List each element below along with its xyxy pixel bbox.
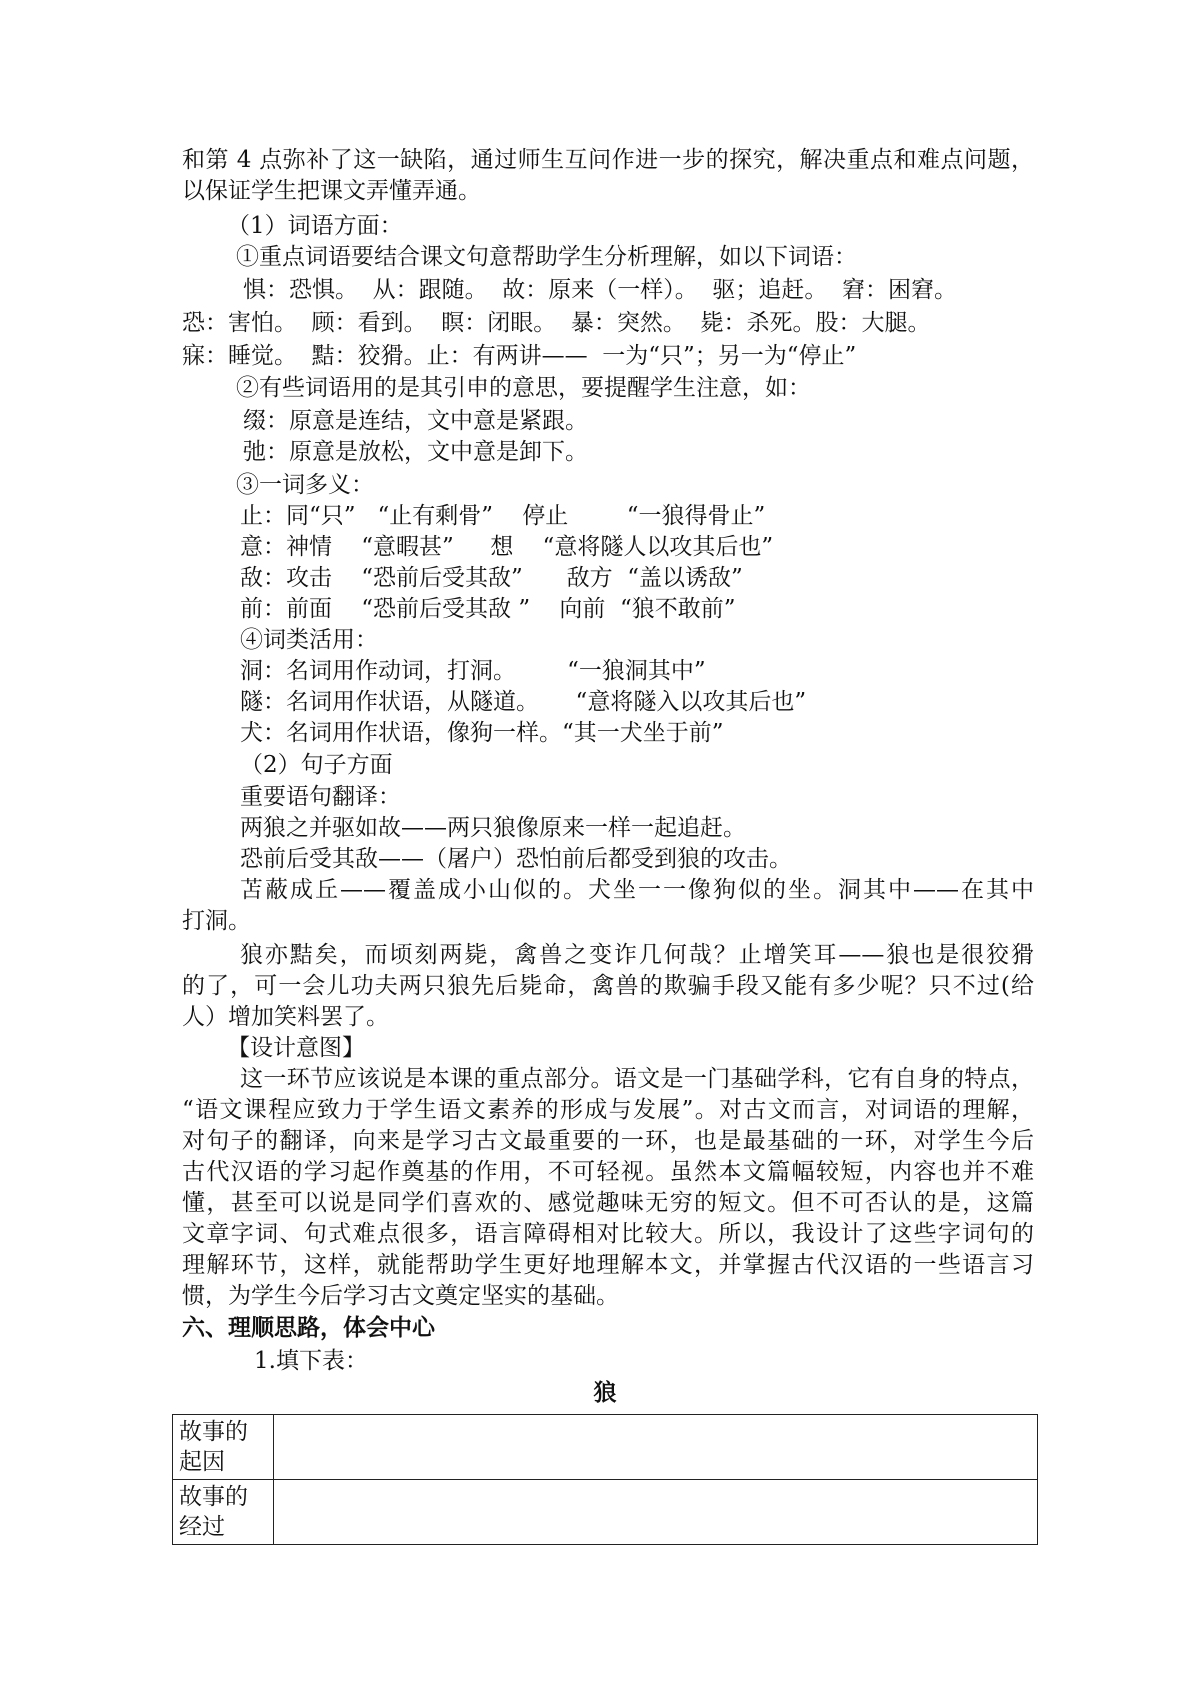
vocab-line: 恐：害怕。 顾：看到。 瞑：闭眼。 暴：突然。 毙：杀死。股：大腿。 xyxy=(182,310,931,336)
row-label-line: 故事的 xyxy=(179,1419,248,1445)
table-title: 狼 xyxy=(593,1380,617,1406)
row-label-cause xyxy=(173,1415,274,1480)
polysemy-line: 意：神情 “意暇甚” 想 “意将隧人以攻其后也” xyxy=(240,534,774,560)
paragraph-line: 重要语句翻译： xyxy=(240,784,401,810)
word-class-line: 犬：名词用作状语，像狗一样。“其一犬坐于前” xyxy=(240,720,724,746)
translation-line: 两狼之并驱如故——两只狼像原来一样一起追赶。 xyxy=(240,815,746,841)
paragraph-line: 懂，甚至可以说是同学们喜欢的、感觉趣味无穷的短文。但不可否认的是，这篇 xyxy=(182,1190,1034,1216)
row-label-line: 故事的 xyxy=(179,1484,248,1510)
translation-line: 狼亦黠矣，而顷刻两毙，禽兽之变诈几何哉？止增笑耳——狼也是很狡猾 xyxy=(240,942,1034,968)
section-heading-sentences: （2）句子方面 xyxy=(240,752,393,778)
paragraph-line: 理解环节，这样，就能帮助学生更好地理解本文，并掌握古代汉语的一些语言习 xyxy=(182,1252,1034,1278)
paragraph-line: 和第 4 点弥补了这一缺陷，通过师生互问作进一步的探究，解决重点和难点问题， xyxy=(182,147,1034,173)
translation-line: 恐前后受其敌——（屠户）恐怕前后都受到狼的攻击。 xyxy=(240,846,792,872)
design-intent-heading: 【设计意图】 xyxy=(227,1035,365,1061)
paragraph-line: 惯，为学生今后学习古文奠定坚实的基础。 xyxy=(182,1283,619,1309)
translation-line: 的了，可一会儿功夫两只狼先后毙命，禽兽的欺骗手段又能有多少呢？只不过(给 xyxy=(182,973,1034,999)
paragraph-line: ①重点词语要结合课文句意帮助学生分析理解，如以下词语： xyxy=(236,244,857,270)
paragraph-line: 对句子的翻译，向来是学习古文最重要的一环，也是最基础的一环，对学生今后 xyxy=(182,1128,1034,1154)
paragraph-line: ④词类活用： xyxy=(240,627,378,653)
translation-line: 人）增加笑料罢了。 xyxy=(182,1004,389,1030)
vocab-line: 寐：睡觉。 黠：狡猾。止：有两讲—— 一为“只”；另一为“停止” xyxy=(182,343,857,369)
table-row xyxy=(173,1415,1038,1480)
fill-in-cell-cause[interactable] xyxy=(274,1415,1038,1480)
table-row xyxy=(173,1480,1038,1545)
row-label-line: 经过 xyxy=(179,1514,225,1540)
word-class-line: 洞：名词用作动词，打洞。 “一狼洞其中” xyxy=(240,658,706,684)
polysemy-line: 敌：攻击 “恐前后受其敌” 敌方 “盖以诱敌” xyxy=(240,565,743,591)
vocab-line: 弛：原意是放松，文中意是卸下。 xyxy=(243,439,588,465)
paragraph-line: 古代汉语的学习起作奠基的作用，不可轻视。虽然本文篇幅较短，内容也并不难 xyxy=(182,1159,1034,1185)
fill-in-cell-process[interactable] xyxy=(274,1480,1038,1545)
polysemy-line: 前：前面 “恐前后受其敌 ” 向前 “狼不敢前” xyxy=(240,596,736,622)
task-instruction: 1.填下表： xyxy=(254,1348,368,1374)
paragraph-line: ③一词多义： xyxy=(236,472,374,498)
row-label-process xyxy=(173,1480,274,1545)
paragraph-line: “语文课程应致力于学生语文素养的形成与发展”。对古文而言，对词语的理解， xyxy=(182,1097,1034,1123)
paragraph-line: 以保证学生把课文弄懂弄通。 xyxy=(182,178,481,204)
translation-line: 苫蔽成丘——覆盖成小山似的。犬坐一一像狗似的坐。洞其中——在其中 xyxy=(240,877,1034,903)
word-class-line: 隧：名词用作状语，从隧道。 “意将隧入以攻其后也” xyxy=(240,689,807,715)
vocab-line: 惧：恐惧。 从：跟随。 故：原来（一样）。 驱；追赶。 窘：困窘。 xyxy=(243,277,957,303)
paragraph-line: 文章字词、句式难点很多，语言障碍相对比较大。所以，我设计了这些字词句的 xyxy=(182,1221,1034,1247)
row-label-line: 起因 xyxy=(179,1449,225,1475)
story-table xyxy=(172,1414,1038,1545)
section-heading-six: 六、理顺思路，体会中心 xyxy=(182,1315,435,1341)
polysemy-line: 止：同“只” “止有剩骨” 停止 “一狼得骨止” xyxy=(240,503,766,529)
translation-line: 打洞。 xyxy=(182,908,251,934)
paragraph-line: ②有些词语用的是其引申的意思，要提醒学生注意，如： xyxy=(236,375,811,401)
paragraph-line: 这一环节应该说是本课的重点部分。语文是一门基础学科，它有自身的特点， xyxy=(240,1066,1034,1092)
vocab-line: 缀：原意是连结，文中意是紧跟。 xyxy=(243,408,588,434)
section-heading-words: （1）词语方面： xyxy=(227,213,403,239)
